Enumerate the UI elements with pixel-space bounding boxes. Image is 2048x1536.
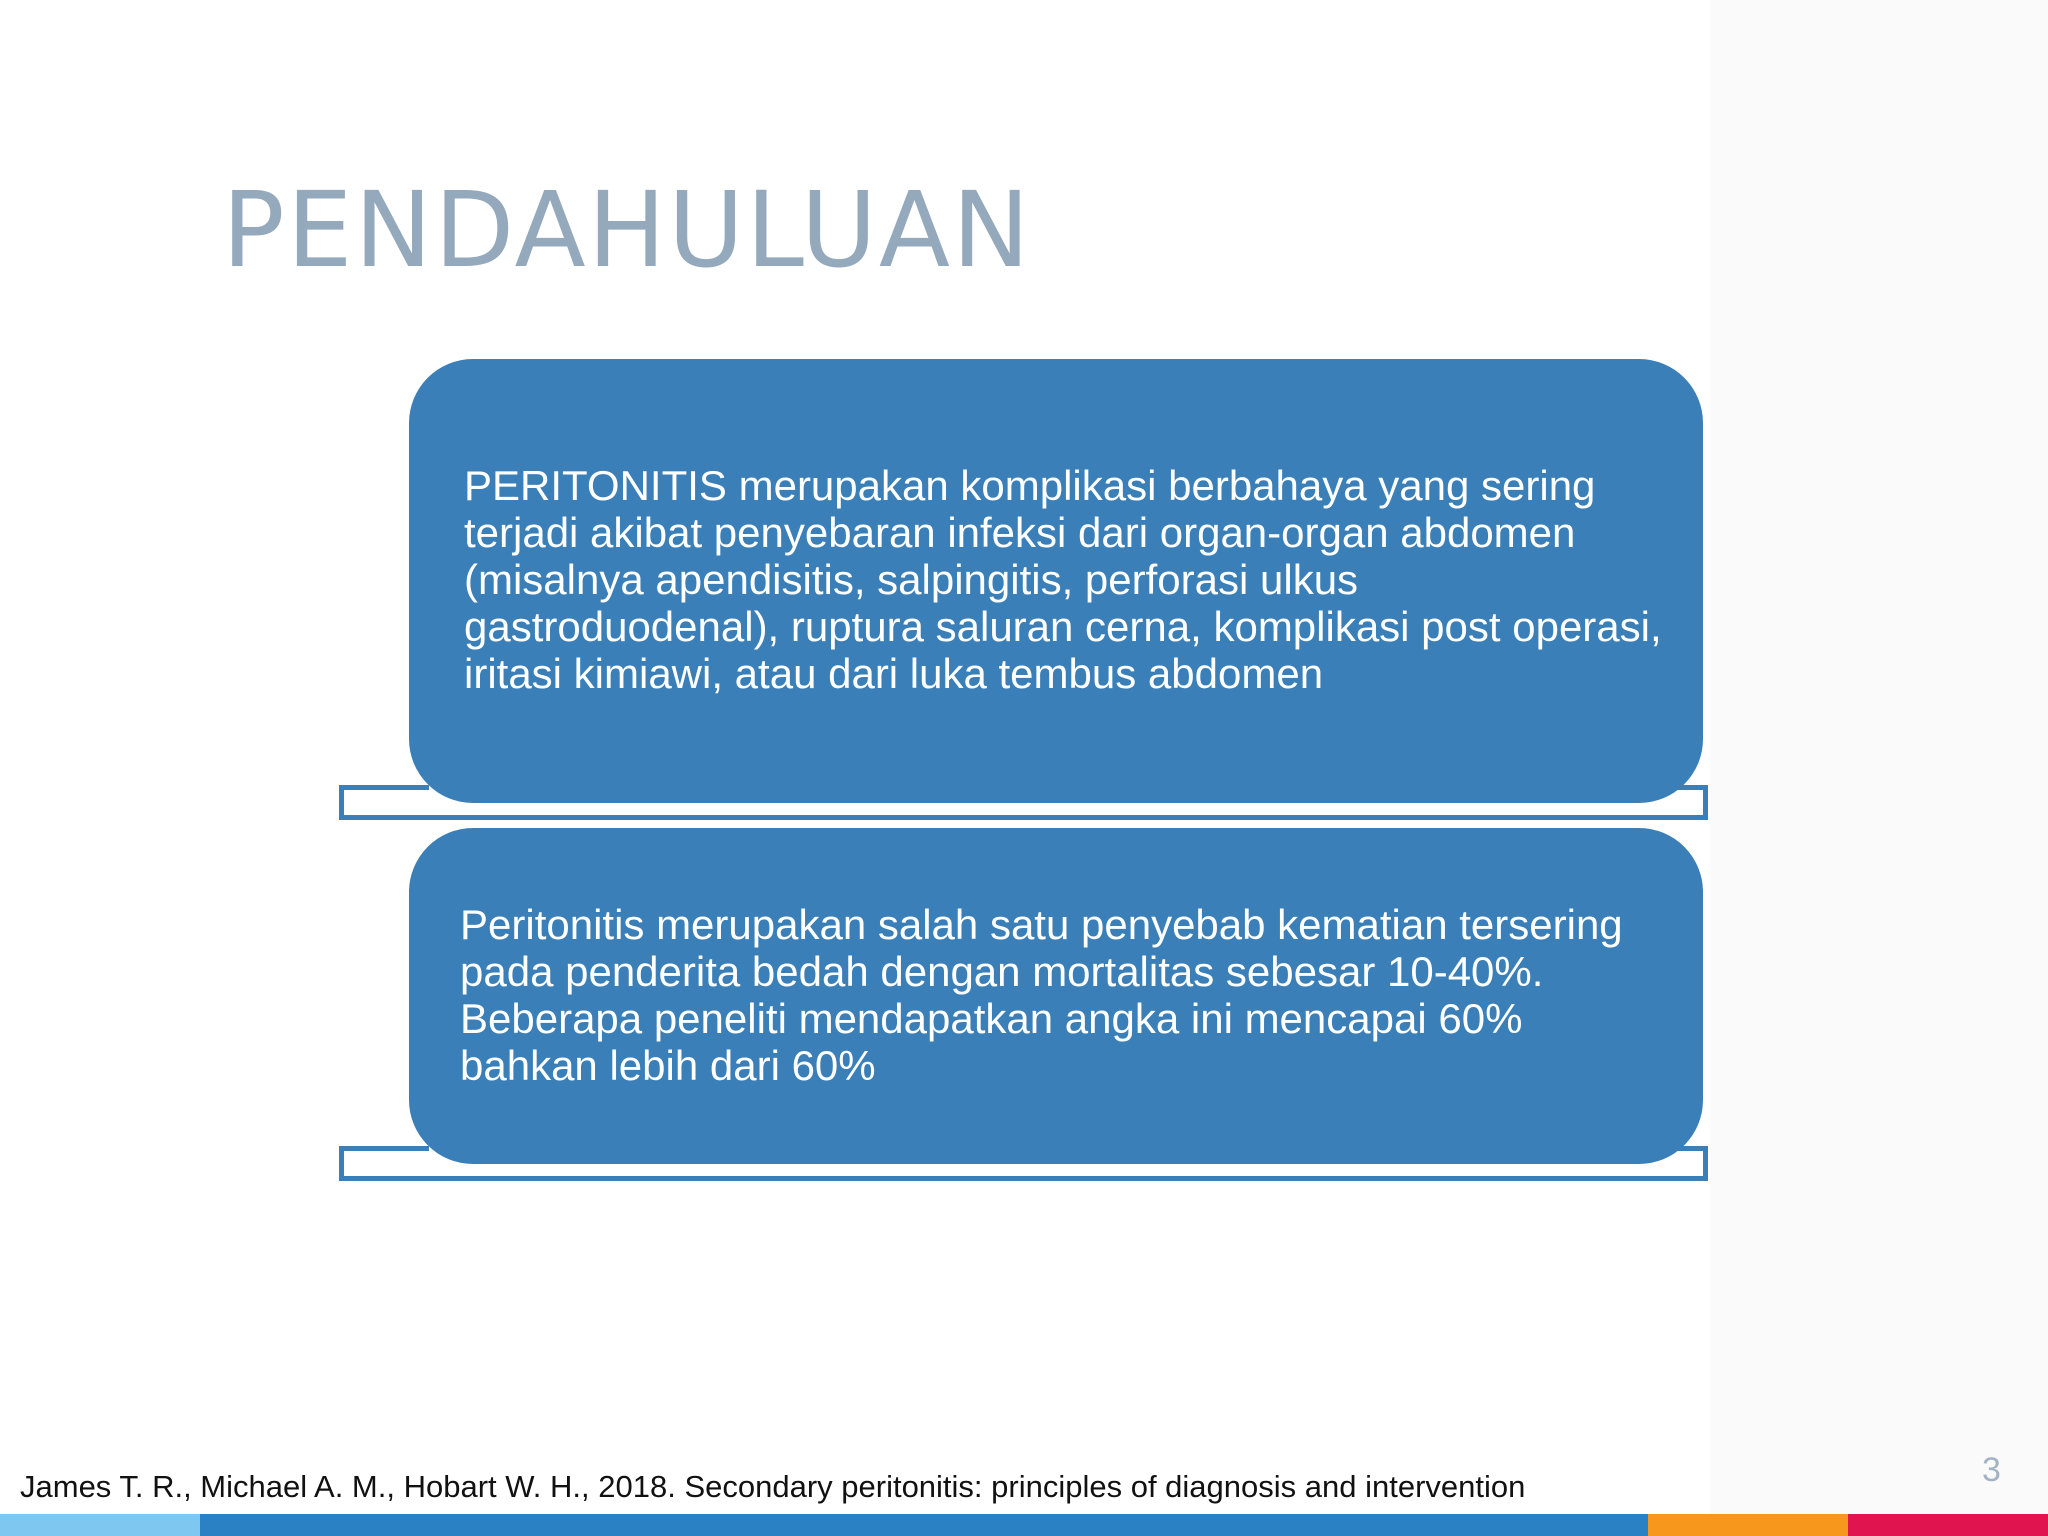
footer-segment-light-blue (0, 1514, 200, 1536)
footer-segment-orange (1648, 1514, 1848, 1536)
citation: James T. R., Michael A. M., Hobart W. H., 2018. Secondary peritonitis: principles of diagnosis and intervention (20, 1469, 1526, 1504)
footer-segment-blue (200, 1514, 1648, 1536)
slide-title: PENDAHULUAN (222, 169, 1032, 291)
footer-color-bar (0, 1514, 2048, 1536)
bracket-tick-left (339, 1146, 429, 1151)
info-card-1-text: PERITONITIS merupakan komplikasi berbahaya yang sering terjadi akibat penyebaran infeksi dari organ-organ abdomen (misalnya apendisitis, salpingitis, perforasi ulkus gastroduodenal), ruptura saluran cerna, komplikasi post operasi, iritasi kimiawi, atau dari luka tembus abdomen (464, 462, 1662, 697)
info-card-1 (409, 359, 1703, 803)
page-number: 3 (1982, 1451, 2001, 1489)
background-shade (1710, 0, 2048, 1515)
footer-segment-red (1848, 1514, 2048, 1536)
info-card-2 (409, 828, 1703, 1164)
bracket-tick-left (339, 785, 429, 790)
info-card-2-text: Peritonitis merupakan salah satu penyebab kematian tersering pada penderita bedah dengan mortalitas sebesar 10-40%. Beberapa peneliti mendapatkan angka ini mencapai 60% bahkan lebih dari 60% (460, 901, 1623, 1089)
